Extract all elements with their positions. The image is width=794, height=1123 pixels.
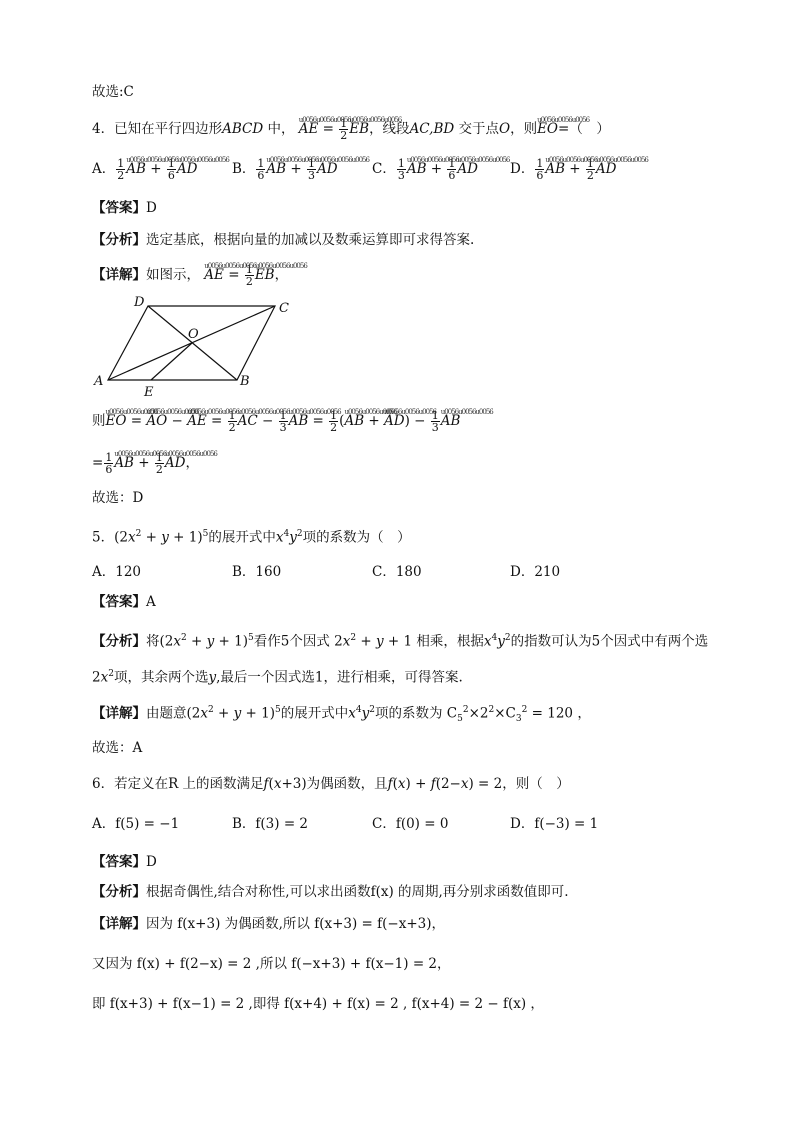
q5-choose: 故选：A bbox=[92, 740, 143, 756]
segment-eo bbox=[151, 343, 192, 380]
q4-option-b: B． $\frac{1}{6}$ u0056u0056u0056 AB + $\frac{1}{3}$ u0056u0056u0056 AD bbox=[232, 158, 338, 181]
label-b: B bbox=[240, 374, 250, 389]
q6-analysis: 【分析】根据奇偶性,结合对称性,可以求出函数f(x) 的周期,再分别求函数值即可. bbox=[92, 884, 569, 900]
q5-option-c: C．180 bbox=[372, 564, 422, 580]
label-a: A bbox=[94, 374, 104, 389]
q4-option-c: C． $\frac{1}{3}$ u0056u0056u0056 AB + $\frac{1}{6}$ u0056u0056u0056 AD bbox=[372, 158, 478, 181]
label-o: O bbox=[188, 327, 199, 342]
q5-option-b: B．160 bbox=[232, 564, 282, 580]
q5-detail: 【详解】由题意$(2x^2 + y + 1)^5$的展开式中$x^4y^2$项的系数为 $C_5^2\times 2^2\times C_3^2 = 120$ ， bbox=[92, 705, 591, 725]
q6-line-3: 即 f(x+3) + f(x−1) = 2 ,即得 f(x+4) + f(x) = 2 , f(x+4) = 2 − f(x) ， bbox=[92, 996, 544, 1012]
question-4: 4．已知在平行四边形ABCD 中， u0056u0056u0056 AE = $\frac{1}{2}$ u0056u0056u0056 EB，线段AC,BD 交于点O，则u0056u0056u0056 EO=（ ） bbox=[92, 118, 610, 141]
label-e: E bbox=[144, 385, 154, 400]
q6-option-a: A．f(5) = −1 bbox=[92, 816, 180, 832]
q5-analysis-2: $2x^2$项，其余两个选y,最后一个因式选1，进行相乘，可得答案. bbox=[92, 669, 463, 686]
q6-line-2: 又因为 f(x) + f(2−x) = 2 ,所以 f(−x+3) + f(x−1) = 2， bbox=[92, 956, 451, 972]
parallelogram-diagram bbox=[92, 292, 312, 400]
q5-option-a: A．120 bbox=[92, 564, 142, 580]
q5-option-d: D．210 bbox=[510, 564, 561, 580]
q4-detail: 【详解】如图示， u0056u0056u0056 AE = $\frac{1}{2}$ u0056u0056u0056 EB， bbox=[92, 264, 288, 287]
q6-answer: 【答案】D bbox=[92, 854, 157, 870]
q4-option-a: A． $\frac{1}{2}$ u0056u0056u0056 AB + $\frac{1}{6}$ u0056u0056u0056 AD bbox=[92, 158, 197, 181]
q6-option-d: D．f(−3) = 1 bbox=[510, 816, 599, 832]
diagonal-bd bbox=[148, 306, 237, 380]
prev-choice: 故选:C bbox=[92, 84, 134, 100]
q4-derivation-1: 则u0056u0056u0056 EO = u0056u0056u0056 AO − u0056u0056u0056 AE = $\frac{1}{2}$ u0056u0056u0056 AC − $\frac{1}{3}$ u0056u0056u0056 AB = $\frac{1}{2}$ (u0056u0056u0056 AB + u0056u0056u0056 AD) − $\frac{1}{3}$ u0056u0056u0056 AB bbox=[92, 410, 460, 433]
q4-choose: 故选：D bbox=[92, 490, 144, 506]
question-6: 6．若定义在R 上的函数满足f(x+3)为偶函数，且f(x) + f(2−x) = 2，则（ ） bbox=[92, 776, 570, 792]
label-d: D bbox=[134, 295, 145, 310]
q4-answer: 【答案】D bbox=[92, 200, 157, 216]
q6-option-b: B．f(3) = 2 bbox=[232, 816, 309, 832]
q5-answer: 【答案】A bbox=[92, 594, 156, 610]
q4-derivation-2: = $\frac{1}{6}$ u0056u0056u0056 AB + $\frac{1}{2}$ u0056u0056u0056 AD， bbox=[92, 452, 199, 475]
question-5: 5．$(2x^2 + y + 1)^5$的展开式中$x^4y^2$项的系数为（ ） bbox=[92, 529, 411, 546]
q4-option-d: D． $\frac{1}{6}$ u0056u0056u0056 AB + $\frac{1}{2}$ u0056u0056u0056 AD bbox=[510, 158, 616, 181]
q6-detail: 【详解】因为 f(x+3) 为偶函数,所以 f(x+3) = f(−x+3)， bbox=[92, 916, 446, 932]
q4-analysis: 【分析】选定基底，根据向量的加减以及数乘运算即可求得答案. bbox=[92, 232, 475, 248]
q5-analysis-1: 【分析】将$(2x^2 + y + 1)^5$看作5个因式 $2x^2 + y + 1$ 相乘，根据$x^4y^2$的指数可认为5个因式中有两个选 bbox=[92, 633, 709, 650]
label-c: C bbox=[279, 301, 289, 316]
q6-option-c: C．f(0) = 0 bbox=[372, 816, 449, 832]
